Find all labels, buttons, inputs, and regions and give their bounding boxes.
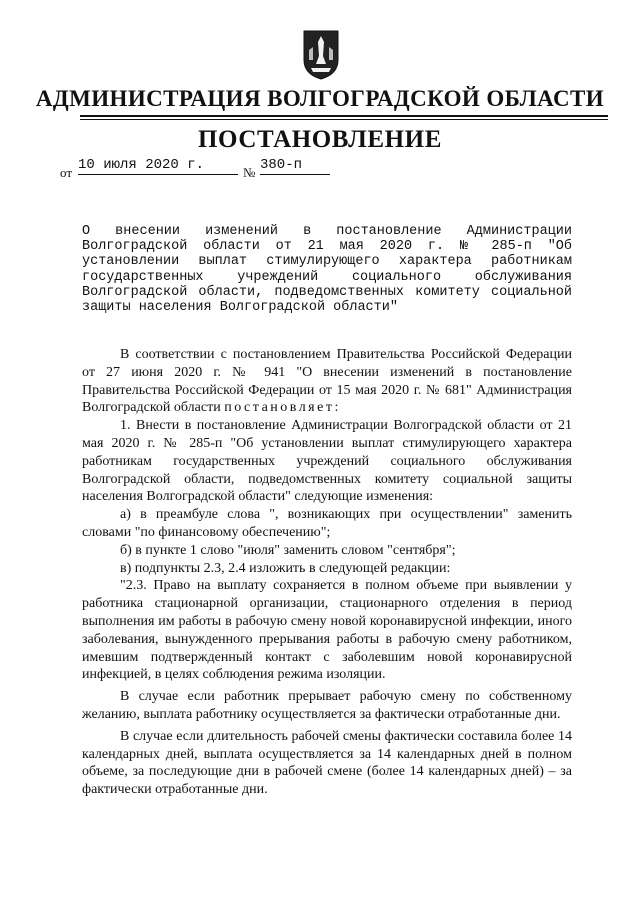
document-body [82, 346, 572, 799]
document-subject: О внесении изменений в постановление Администрации Волгоградской области от 21 мая 2020 г. № 285-п "Об установлении выплат стимулирующего характера работникам государственных учреждений социального обслуживания Волгоградской области, подведомственных комитету социальной защиты населения Волгоградской области" [82, 224, 572, 316]
number-value: 380-п [260, 157, 330, 175]
document-meta [60, 155, 360, 185]
number-label: № [243, 165, 256, 180]
paragraph-duration: В случае если длительность рабочей смены фактически составила более 14 календарных дней, выплата осуществляется за 14 календарных дней в полном объеме, за последующие дни в рабочей смене (более 14 календарных дней) – за фактически отработанные дни. [82, 728, 572, 798]
preamble-paragraph [82, 346, 572, 417]
item-a: а) в преамбуле слова ", возникающих при осуществлении" заменить словами "по финансовому обеспечению"; [82, 507, 572, 540]
paragraph-interrupt: В случае если работник прерывает рабочую смену по собственному желанию, выплата работнику осуществляется за фактически отработанные дни. [82, 689, 572, 722]
organization-title: АДМИНИСТРАЦИЯ ВОЛГОГРАДСКОЙ ОБЛАСТИ [35, 86, 605, 111]
coat-of-arms-icon [303, 30, 339, 80]
date-label: от [60, 165, 73, 180]
preamble-text: В соответствии с постановлением Правительства Российской Федерации от 27 июня 2020 г. № 941 "О внесении изменений в постановление Правительства Российской Федерации от 15 мая 2020 г. № 681" Администрация Волгоградской области [82, 347, 572, 416]
document-type: ПОСТАНОВЛЕНИЕ [197, 126, 443, 153]
header-rule-thin [80, 119, 608, 120]
item-c: в) подпункты 2.3, 2.4 изложить в следующей редакции: [120, 560, 451, 576]
resolves-text: постановляет: [224, 400, 341, 416]
date-value: 10 июля 2020 г. [78, 157, 238, 175]
clause-2-3: "2.3. Право на выплату сохраняется в полном объеме при выявлении у работника стационарной организации, стационарного отделения в период выполнения им работы в рабочую смену новой коронавирусной инфекции, иного заболевания, вынужденного прерывания работы в рабочую смену работником, имевшим подтвержденный контакт с заболевшим новой коронавирусной инфекцией, в целях соблюдения режима изоляции. [82, 578, 572, 683]
header-rule-thick [80, 115, 608, 117]
item-1: 1. Внести в постановление Администрации Волгоградской области от 21 мая 2020 г. № 285-п "Об установлении выплат стимулирующего характера работникам государственных учреждений социального обслуживания Волгоградской области, подведомственных комитету социальной защиты населения Волгоградской области" следующие изменения: [82, 418, 572, 505]
item-b: б) в пункте 1 слово "июля" заменить словом "сентября"; [120, 542, 456, 558]
